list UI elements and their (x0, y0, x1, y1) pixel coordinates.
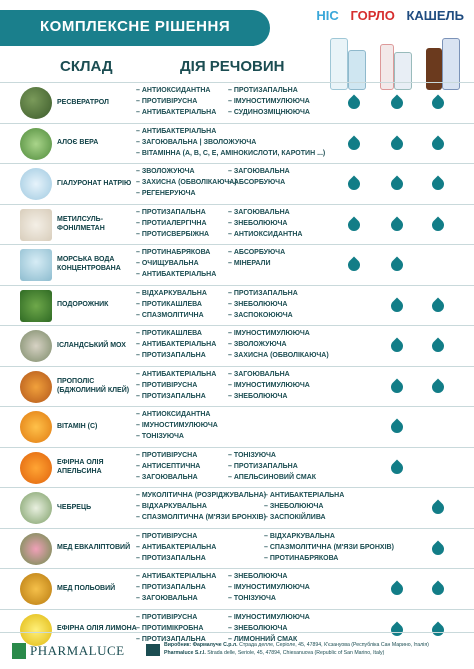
drop-icon-gorlo (389, 135, 406, 152)
property-item: – ОЧИЩУВАЛЬНА (136, 260, 199, 267)
ingredient-row (0, 163, 474, 203)
property-item: – ІМУНОСТИМУЛЮЮЧА (228, 584, 310, 591)
property-item: – АНТИОКСИДАНТНА (136, 87, 211, 94)
ingredient-row (0, 82, 474, 122)
property-item: – СПАЗМОЛІТИЧНА (М'ЯЗИ БРОНХІВ) (136, 514, 266, 521)
ingredient-image (20, 209, 52, 241)
ingredient-properties (136, 127, 336, 161)
property-item: – ПРОТИЗАПАЛЬНА (228, 87, 298, 94)
property-item: – АПЕЛЬСИНОВИЙ СМАК (228, 473, 317, 481)
ingredient-row (0, 204, 474, 244)
ingredient-name: ЧЕБРЕЦЬ (57, 503, 92, 511)
property-item: – ІМУНОСТИМУЛЮЮЧА (228, 330, 310, 337)
drop-icon-kashel (430, 540, 447, 557)
drop-icon-gorlo (389, 378, 406, 395)
drop-icon-kashel (430, 378, 447, 395)
ingredient-properties (136, 451, 336, 485)
property-item: – АНТИБАКТЕРІАЛЬНА (136, 341, 217, 348)
property-item: – ПРОТИСВЕРБІЖНА (136, 230, 210, 238)
property-item: – ЗАХИСНА (ОБВОЛІКАЮЧА) (228, 352, 329, 359)
property-item: – ПРОТИВІРУСНА (136, 532, 198, 540)
ingredient-row (0, 366, 474, 406)
property-item: – ЗАСПОКІЙЛИВА (264, 514, 326, 521)
property-item: – МІНЕРАЛИ (228, 260, 271, 267)
property-item: – ЗВОЛОЖУЮЧА (228, 341, 287, 348)
property-item: – ПРОТИВІРУСНА (136, 613, 198, 621)
property-item: – ІМУНОСТИМУЛЮЮЧА (228, 613, 310, 621)
drop-icon-gorlo (389, 581, 406, 598)
property-item: – АНТИБАКТЕРІАЛЬНА (136, 543, 217, 551)
property-item: – ЗНЕБОЛЮЮЧА (228, 300, 288, 308)
ingredient-image (20, 128, 52, 160)
ingredient-properties (136, 572, 336, 606)
ingredient-image (20, 249, 52, 281)
ingredient-row (0, 244, 474, 284)
property-item: – ПРОТИВІРУСНА (136, 381, 198, 389)
drop-icon-kashel (430, 338, 447, 355)
property-item: – ЛИМОННИЙ СМАК (228, 635, 298, 643)
property-item: – ТОНІЗУЮЧА (228, 451, 276, 459)
property-item: – АНТИОКСИДАНТНА (136, 411, 211, 418)
mfr-line2: Strada delle, Seriole, 45, 47894, Chiesanuova (Republic of San Marino, Italy) (205, 649, 385, 656)
ingredient-name: МЕТИЛСУЛЬ-ФОНІЛМЕТАН (57, 215, 105, 232)
ingredient-name: ЕФІРНА ОЛІЯ АПЕЛЬСИНА (57, 458, 104, 475)
ingredient-image (20, 87, 52, 119)
category-labels (308, 8, 464, 23)
property-item: – ПРОТИЗАПАЛЬНА (136, 584, 206, 591)
property-item: – ЗАГОЮВАЛЬНА (136, 595, 198, 602)
property-item: – ЗНЕБОЛЮЮЧА (228, 573, 288, 580)
property-item: – ПРОТИНАБРЯКОВА (136, 249, 211, 256)
drop-icon-gorlo (389, 459, 406, 476)
drop-icon-nis (346, 216, 363, 233)
property-item: – ТОНІЗУЮЧА (136, 433, 184, 440)
ingredient-image (20, 492, 52, 524)
drop-icon-gorlo (389, 419, 406, 436)
column-sklad: СКЛАД (60, 58, 113, 75)
property-item: – АНТИБАКТЕРІАЛЬНА (136, 271, 217, 278)
property-item: – ЗАГОЮВАЛЬНА (228, 168, 290, 175)
property-item: – СПАЗМОЛІТИЧНА (М'ЯЗИ БРОНХІВ) (264, 543, 394, 551)
property-item: – ЗНЕБОЛЮЮЧА (228, 624, 288, 632)
drop-icon-nis (346, 95, 363, 112)
property-item: – ТОНІЗУЮЧА (228, 595, 276, 602)
drop-icon-nis (346, 135, 363, 152)
mfr-line1: Страда делле, Серіоле, 45, 47894, К'єзануова (Республіка Сан Марино, Італія) (237, 642, 429, 648)
property-item: – АНТИБАКТЕРІАЛЬНА (136, 370, 217, 378)
drop-icon-kashel (430, 581, 447, 598)
property-item: – ВІТАМІННА (А, В, С, Е, АМІНОКИСЛОТИ, КАРОТИН ...) (136, 149, 326, 157)
ingredient-row (0, 123, 474, 163)
factory-icon (146, 644, 160, 656)
ingredient-row (0, 528, 474, 568)
drop-icon-gorlo (389, 176, 406, 193)
ingredient-name: ГІАЛУРОНАТ НАТРІЮ (57, 179, 132, 187)
drop-icon-gorlo (389, 95, 406, 112)
ingredient-name: ВІТАМІН (С) (57, 422, 98, 430)
ingredient-row (0, 568, 474, 608)
column-diya: ДІЯ РЕЧОВИН (180, 58, 285, 75)
property-item: – ВІДХАРКУВАЛЬНА (136, 503, 207, 510)
drop-icon-nis (346, 257, 363, 274)
property-item: – ПРОТИНАБРЯКОВА (264, 554, 339, 562)
property-item: – АНТИОКСИДАНТНА (228, 230, 303, 238)
property-item: – ПРОТИАЛЕРГІЧНА (136, 219, 207, 227)
ingredient-image (20, 452, 52, 484)
brand-name: PHARMALUCE (30, 643, 125, 658)
property-item: – АНТИСЕПТИЧНА (136, 462, 201, 470)
property-item: – ПРОТИЗАПАЛЬНА (136, 208, 206, 216)
category-gorlo: ГОРЛО (350, 8, 395, 23)
property-item: – СПАЗМОЛІТИЧНА (136, 311, 204, 319)
drop-icon-nis (346, 176, 363, 193)
ingredient-image (20, 533, 52, 565)
property-item: – АНТИБАКТЕРІАЛЬНА (136, 109, 217, 116)
property-item: – РЕГЕНЕРУЮЧА (136, 190, 196, 197)
ingredient-name: ІСЛАНДСЬКИЙ МОХ (57, 341, 126, 349)
property-item: – СУДИНОЗМІЦНЮЮЧА (228, 109, 310, 116)
ingredient-name: МОРСЬКА ВОДА КОНЦЕНТРОВАНА (57, 256, 121, 272)
property-item: – ПРОТИКАШЛЕВА (136, 300, 202, 308)
drop-icon-kashel (430, 176, 447, 193)
ingredient-name: ЕФІРНА ОЛІЯ ЛИМОНА (57, 625, 137, 633)
property-item: – ВІДХАРКУВАЛЬНА (264, 532, 335, 540)
manufacturer-info (164, 642, 464, 657)
drop-icon-kashel (430, 500, 447, 517)
ingredient-row (0, 487, 474, 527)
property-item: – ЗНЕБОЛЮЮЧА (228, 392, 288, 400)
property-item: – ПРОТИЗАПАЛЬНА (228, 289, 298, 297)
property-item: – АНТИБАКТЕРІАЛЬНА (264, 492, 345, 499)
property-item: – ЗАГОЮВАЛЬНА (136, 473, 198, 481)
category-nis: НІС (316, 8, 339, 23)
ingredient-image (20, 290, 52, 322)
footer (0, 632, 474, 669)
ingredient-properties (136, 370, 336, 404)
ingredient-image (20, 411, 52, 443)
drop-icon-gorlo (389, 216, 406, 233)
property-item: – ПРОТИЗАПАЛЬНА (136, 635, 206, 643)
ingredient-image (20, 330, 52, 362)
ingredient-image (20, 573, 52, 605)
ingredient-properties (136, 532, 394, 566)
pharmaluce-logo-icon (12, 643, 26, 659)
ingredient-properties (136, 289, 336, 323)
ingredient-name: ПРОПОЛІС (БДЖОЛИНИЙ КЛЕЙ) (57, 377, 130, 394)
property-item: – ПРОТИЗАПАЛЬНА (136, 554, 206, 562)
ingredient-properties (136, 208, 336, 242)
ingredient-image (20, 168, 52, 200)
ingredient-properties (136, 167, 336, 201)
ingredient-row (0, 285, 474, 325)
ingredient-name: МЕД ПОЛЬОВИЙ (57, 584, 116, 592)
ingredient-properties (136, 410, 336, 444)
mfr-line1-label: Виробник: Фармалуче С.р.л. (164, 642, 238, 648)
title-banner (0, 10, 270, 46)
ingredient-properties (136, 248, 336, 282)
property-item: – ЗНЕБОЛЮЮЧА (264, 503, 324, 510)
property-item: – ІМУНОСТИМУЛЮЮЧА (228, 381, 310, 389)
property-item: – ПРОТИЗАПАЛЬНА (136, 352, 206, 359)
property-item: – АНТИБАКТЕРІАЛЬНА (136, 573, 217, 580)
property-item: – ЗНЕБОЛЮЮЧА (228, 219, 288, 227)
property-item: – ЗАГОЮВАЛЬНА (228, 370, 290, 378)
property-item: – ПРОТИМІКРОБНА (136, 624, 204, 632)
ingredient-row (0, 447, 474, 487)
ingredient-properties (136, 86, 336, 120)
drop-icon-gorlo (389, 338, 406, 355)
property-item: – ПРОТИВІРУСНА (136, 451, 198, 459)
drop-icon-gorlo (389, 297, 406, 314)
ingredient-row (0, 406, 474, 446)
drop-icon-kashel (430, 95, 447, 112)
ingredient-properties (136, 329, 336, 363)
property-item: – ПРОТИВІРУСНА (136, 98, 198, 105)
property-item: – АБСОРБУЮЧА (228, 179, 286, 186)
ingredient-properties (136, 491, 345, 525)
property-item: – АНТИБАКТЕРІАЛЬНА (136, 127, 217, 135)
ingredient-image (20, 371, 52, 403)
drop-icon-gorlo (389, 257, 406, 274)
property-item: – АБСОРБУЮЧА (228, 249, 286, 256)
ingredient-name: МЕД ЕВКАЛІПТОВИЙ (57, 544, 131, 552)
property-item: – ЗАГОЮВАЛЬНА (228, 208, 290, 216)
drop-icon-kashel (430, 297, 447, 314)
ingredient-name: РЕСВЕРАТРОЛ (57, 98, 109, 106)
property-item: – ЗАСПОКОЮЮЧА (228, 311, 293, 319)
property-item: – ЗАХИСНА (ОБВОЛІКАЮЧА) (136, 179, 237, 186)
property-item: – ПРОТИЗАПАЛЬНА (136, 392, 206, 400)
property-item: – ПРОТИЗАПАЛЬНА (228, 462, 298, 470)
mfr-line2-label: Pharmaluce S.r.l. (164, 649, 206, 656)
property-item: – ЗАГОЮВАЛЬНА | ЗВОЛОЖУЮЧА (136, 138, 257, 146)
property-item: – МУКОЛІТИЧНА (РОЗРІДЖУВАЛЬНА) (136, 492, 267, 499)
ingredient-row (0, 325, 474, 365)
banner-title: КОМПЛЕКСНЕ РІШЕННЯ (40, 18, 231, 35)
ingredient-name: ПОДОРОЖНИК (57, 301, 109, 309)
ingredient-name: АЛОЄ ВЕРА (57, 139, 99, 147)
property-item: – ВІДХАРКУВАЛЬНА (136, 289, 207, 297)
drop-icon-kashel (430, 135, 447, 152)
property-item: – ПРОТИКАШЛЕВА (136, 330, 202, 337)
property-item: – ІМУНОСТИМУЛЮЮЧА (228, 98, 310, 105)
drop-icon-kashel (430, 216, 447, 233)
category-kashel: КАШЕЛЬ (406, 8, 464, 23)
property-item: – ЗВОЛОЖУЮЧА (136, 168, 195, 175)
property-item: – ІМУНОСТИМУЛЮЮЧА (136, 422, 218, 429)
product-images (322, 30, 462, 90)
